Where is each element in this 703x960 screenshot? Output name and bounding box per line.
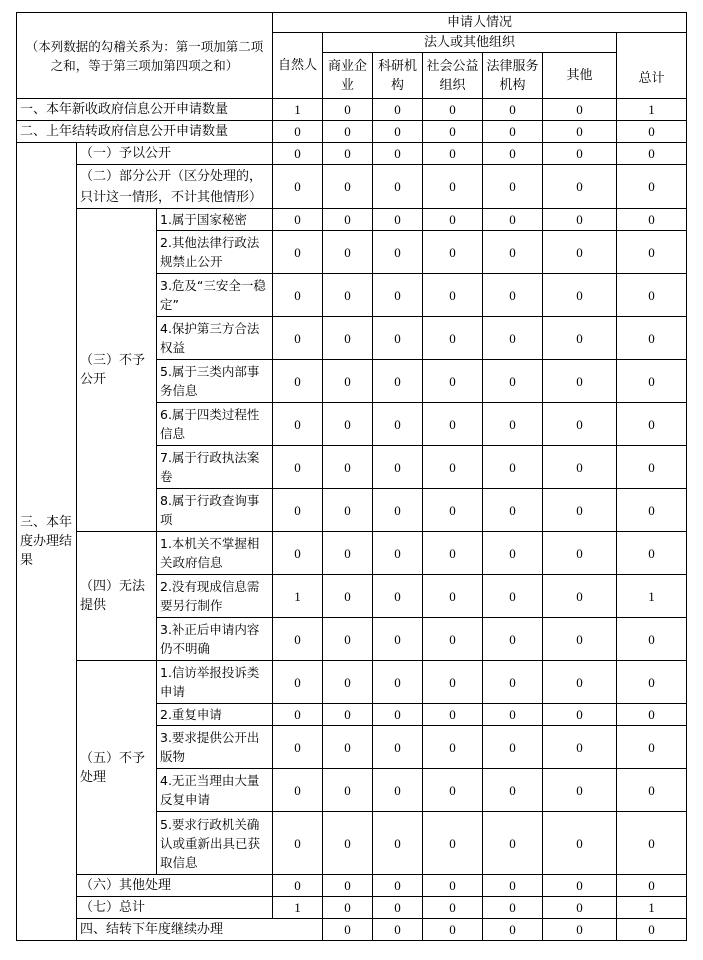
value-cell: 0 — [617, 489, 687, 532]
header-row-1 — [17, 13, 687, 33]
group-label: （三）不予公开 — [77, 209, 157, 532]
item-label: 3.危及“三安全一稳定” — [157, 274, 273, 317]
value-cell: 0 — [273, 661, 323, 704]
report-table-container — [16, 12, 686, 941]
value-cell: 0 — [323, 209, 373, 231]
value-cell: 0 — [617, 143, 687, 165]
value-cell: 0 — [323, 317, 373, 360]
item-label: 7.属于行政执法案卷 — [157, 446, 273, 489]
item-label: 1.本机关不掌握相关政府信息 — [157, 532, 273, 575]
value-cell: 1 — [617, 575, 687, 618]
value-cell: 0 — [483, 726, 543, 769]
value-cell: 0 — [543, 274, 617, 317]
value-cell: 0 — [273, 769, 323, 812]
value-cell: 0 — [423, 897, 483, 919]
item-label: 5.要求行政机关确认或重新出具已获取信息 — [157, 812, 273, 875]
value-cell: 0 — [543, 143, 617, 165]
header-natural-person: 自然人 — [273, 33, 323, 99]
value-cell: 0 — [617, 274, 687, 317]
header-total: 总计 — [617, 33, 687, 99]
value-cell: 0 — [373, 618, 423, 661]
value-cell: 0 — [373, 274, 423, 317]
value-cell: 0 — [373, 99, 423, 121]
value-cell: 0 — [617, 121, 687, 143]
value-cell: 0 — [483, 489, 543, 532]
value-cell: 0 — [373, 532, 423, 575]
value-cell: 0 — [617, 209, 687, 231]
value-cell: 0 — [323, 919, 373, 941]
value-cell: 0 — [483, 897, 543, 919]
value-cell: 0 — [273, 360, 323, 403]
value-cell: 0 — [483, 875, 543, 897]
value-cell: 0 — [373, 812, 423, 875]
value-cell: 0 — [543, 897, 617, 919]
value-cell: 0 — [323, 489, 373, 532]
value-cell: 0 — [483, 661, 543, 704]
value-cell: 0 — [273, 317, 323, 360]
value-cell: 0 — [617, 446, 687, 489]
value-cell: 0 — [617, 704, 687, 726]
value-cell: 0 — [543, 209, 617, 231]
item-label: 4.保护第三方合法权益 — [157, 317, 273, 360]
item-label: 3.补正后申请内容仍不明确 — [157, 618, 273, 661]
value-cell: 0 — [543, 812, 617, 875]
value-cell: 0 — [273, 532, 323, 575]
value-cell: 0 — [373, 231, 423, 274]
header-applicant: 申请人情况 — [273, 13, 687, 33]
value-cell: 0 — [483, 143, 543, 165]
value-cell: 0 — [423, 403, 483, 446]
value-cell: 0 — [323, 231, 373, 274]
value-cell: 0 — [373, 143, 423, 165]
value-cell: 0 — [617, 532, 687, 575]
value-cell: 0 — [423, 317, 483, 360]
value-cell: 0 — [273, 165, 323, 209]
value-cell: 0 — [483, 209, 543, 231]
value-cell: 0 — [423, 99, 483, 121]
header-research: 科研机构 — [373, 53, 423, 99]
row-label: （七）总计 — [77, 897, 273, 919]
value-cell: 0 — [423, 165, 483, 209]
group-label: （四）无法提供 — [77, 532, 157, 661]
value-cell: 0 — [543, 489, 617, 532]
value-cell: 0 — [423, 704, 483, 726]
value-cell: 0 — [323, 726, 373, 769]
value-cell: 0 — [543, 317, 617, 360]
value-cell: 0 — [543, 121, 617, 143]
value-cell: 0 — [323, 165, 373, 209]
value-cell: 0 — [273, 812, 323, 875]
value-cell: 0 — [323, 875, 373, 897]
row-label: （一）予以公开 — [77, 143, 273, 165]
value-cell: 0 — [323, 575, 373, 618]
value-cell: 0 — [423, 143, 483, 165]
value-cell: 0 — [617, 661, 687, 704]
value-cell: 0 — [483, 274, 543, 317]
value-cell: 0 — [483, 317, 543, 360]
table-row — [17, 919, 687, 941]
value-cell: 0 — [323, 532, 373, 575]
value-cell: 0 — [423, 618, 483, 661]
table-row — [17, 165, 687, 209]
value-cell: 0 — [543, 165, 617, 209]
value-cell: 0 — [323, 446, 373, 489]
value-cell: 0 — [423, 875, 483, 897]
header-social-welfare: 社会公益组织 — [423, 53, 483, 99]
value-cell: 0 — [373, 360, 423, 403]
item-label: 6.属于四类过程性信息 — [157, 403, 273, 446]
value-cell: 0 — [373, 403, 423, 446]
value-cell: 0 — [423, 661, 483, 704]
value-cell: 0 — [373, 446, 423, 489]
table-row — [17, 121, 687, 143]
row-label: （六）其他处理 — [77, 875, 273, 897]
value-cell: 0 — [543, 532, 617, 575]
table-row — [17, 99, 687, 121]
value-cell: 0 — [483, 704, 543, 726]
section-3-label: 三、本年度办理结果 — [17, 143, 77, 941]
value-cell: 0 — [323, 143, 373, 165]
value-cell: 0 — [373, 704, 423, 726]
value-cell: 0 — [373, 317, 423, 360]
value-cell: 0 — [423, 726, 483, 769]
header-commercial: 商业企业 — [323, 53, 373, 99]
item-label: 2.没有现成信息需要另行制作 — [157, 575, 273, 618]
value-cell: 0 — [483, 532, 543, 575]
item-label: 4.无正当理由大量反复申请 — [157, 769, 273, 812]
value-cell: 0 — [483, 446, 543, 489]
header-legal-org: 法人或其他组织 — [323, 33, 617, 53]
value-cell: 0 — [543, 360, 617, 403]
value-cell: 0 — [273, 231, 323, 274]
value-cell: 0 — [273, 446, 323, 489]
value-cell: 0 — [273, 143, 323, 165]
value-cell: 0 — [483, 121, 543, 143]
value-cell: 0 — [483, 360, 543, 403]
row-label: 二、上年结转政府信息公开申请数量 — [17, 121, 273, 143]
value-cell: 0 — [323, 274, 373, 317]
item-label: 1.信访举报投诉类申请 — [157, 661, 273, 704]
value-cell: 0 — [273, 875, 323, 897]
value-cell: 1 — [617, 99, 687, 121]
value-cell: 0 — [617, 769, 687, 812]
value-cell: 0 — [543, 403, 617, 446]
value-cell: 0 — [273, 274, 323, 317]
row-label: 四、结转下年度继续办理 — [77, 919, 323, 941]
government-info-disclosure-table — [16, 12, 687, 941]
value-cell: 0 — [543, 618, 617, 661]
value-cell: 1 — [617, 897, 687, 919]
value-cell: 0 — [373, 897, 423, 919]
value-cell: 0 — [423, 121, 483, 143]
value-cell: 0 — [483, 165, 543, 209]
table-row — [17, 875, 687, 897]
value-cell: 0 — [273, 209, 323, 231]
value-cell: 0 — [483, 618, 543, 661]
value-cell: 0 — [423, 209, 483, 231]
value-cell: 0 — [273, 403, 323, 446]
value-cell: 0 — [423, 489, 483, 532]
value-cell: 0 — [617, 317, 687, 360]
value-cell: 1 — [273, 575, 323, 618]
value-cell: 0 — [617, 812, 687, 875]
value-cell: 0 — [617, 403, 687, 446]
value-cell: 0 — [617, 360, 687, 403]
table-row — [17, 661, 687, 704]
value-cell: 0 — [543, 704, 617, 726]
value-cell: 1 — [273, 897, 323, 919]
value-cell: 0 — [423, 919, 483, 941]
value-cell: 0 — [617, 165, 687, 209]
value-cell: 0 — [323, 704, 373, 726]
value-cell: 0 — [423, 812, 483, 875]
value-cell: 0 — [323, 403, 373, 446]
item-label: 5.属于三类内部事务信息 — [157, 360, 273, 403]
header-other: 其他 — [543, 53, 617, 99]
header-note: （本列数据的勾稽关系为：第一项加第二项之和，等于第三项加第四项之和） — [17, 13, 273, 99]
item-label: 3.要求提供公开出版物 — [157, 726, 273, 769]
value-cell: 0 — [323, 360, 373, 403]
value-cell: 0 — [273, 489, 323, 532]
value-cell: 0 — [543, 99, 617, 121]
table-row — [17, 143, 687, 165]
header-legal-service: 法律服务机构 — [483, 53, 543, 99]
value-cell: 0 — [483, 575, 543, 618]
value-cell: 0 — [423, 769, 483, 812]
value-cell: 0 — [543, 575, 617, 618]
value-cell: 0 — [273, 121, 323, 143]
value-cell: 0 — [483, 99, 543, 121]
value-cell: 0 — [543, 446, 617, 489]
value-cell: 0 — [323, 618, 373, 661]
value-cell: 0 — [373, 661, 423, 704]
value-cell: 0 — [323, 897, 373, 919]
value-cell: 0 — [373, 875, 423, 897]
value-cell: 0 — [543, 661, 617, 704]
value-cell: 0 — [617, 919, 687, 941]
value-cell: 0 — [483, 231, 543, 274]
value-cell: 0 — [373, 726, 423, 769]
value-cell: 0 — [373, 769, 423, 812]
value-cell: 0 — [617, 726, 687, 769]
value-cell: 0 — [483, 919, 543, 941]
value-cell: 0 — [483, 812, 543, 875]
table-row — [17, 897, 687, 919]
value-cell: 0 — [373, 489, 423, 532]
value-cell: 0 — [543, 875, 617, 897]
table-row — [17, 209, 687, 231]
value-cell: 0 — [617, 618, 687, 661]
group-label: （五）不予处理 — [77, 661, 157, 875]
item-label: 2.重复申请 — [157, 704, 273, 726]
value-cell: 0 — [423, 274, 483, 317]
value-cell: 0 — [617, 231, 687, 274]
value-cell: 0 — [273, 704, 323, 726]
value-cell: 0 — [483, 403, 543, 446]
item-label: 1.属于国家秘密 — [157, 209, 273, 231]
value-cell: 0 — [483, 769, 543, 812]
value-cell: 0 — [373, 919, 423, 941]
value-cell: 0 — [273, 726, 323, 769]
value-cell: 1 — [273, 99, 323, 121]
value-cell: 0 — [423, 360, 483, 403]
value-cell: 0 — [323, 121, 373, 143]
row-label: （二）部分公开（区分处理的，只计这一情形，不计其他情形） — [77, 165, 273, 209]
value-cell: 0 — [543, 919, 617, 941]
item-label: 2.其他法律行政法规禁止公开 — [157, 231, 273, 274]
table-row — [17, 532, 687, 575]
value-cell: 0 — [423, 532, 483, 575]
value-cell: 0 — [423, 575, 483, 618]
value-cell: 0 — [423, 231, 483, 274]
value-cell: 0 — [323, 661, 373, 704]
value-cell: 0 — [617, 875, 687, 897]
row-label: 一、本年新收政府信息公开申请数量 — [17, 99, 273, 121]
item-label: 8.属于行政查询事项 — [157, 489, 273, 532]
value-cell: 0 — [323, 99, 373, 121]
value-cell: 0 — [373, 121, 423, 143]
value-cell: 0 — [373, 165, 423, 209]
value-cell: 0 — [273, 618, 323, 661]
value-cell: 0 — [543, 726, 617, 769]
value-cell: 0 — [373, 209, 423, 231]
value-cell: 0 — [543, 231, 617, 274]
value-cell: 0 — [323, 812, 373, 875]
value-cell: 0 — [373, 575, 423, 618]
value-cell: 0 — [543, 769, 617, 812]
value-cell: 0 — [423, 446, 483, 489]
value-cell: 0 — [323, 769, 373, 812]
